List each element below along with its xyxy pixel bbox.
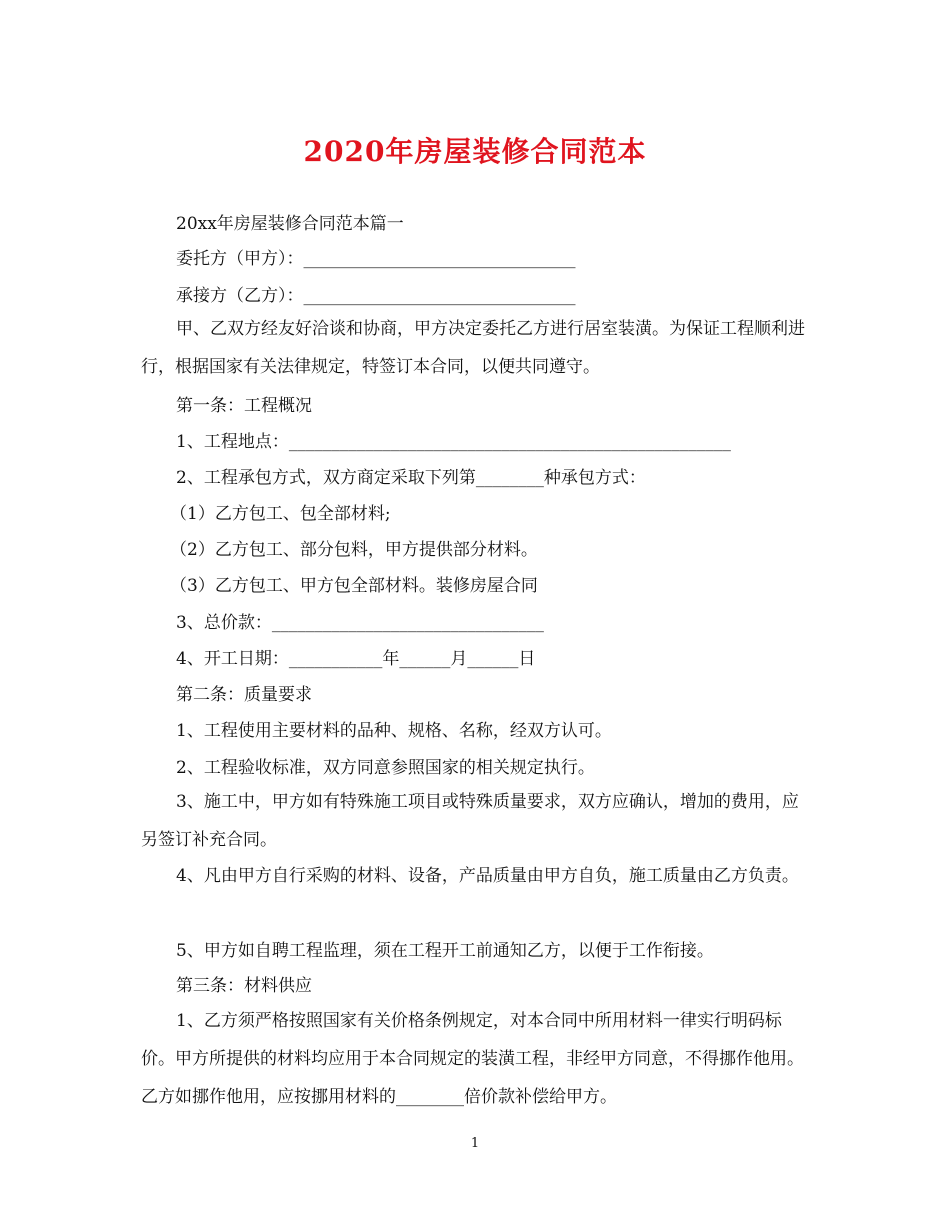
option-3: （3）乙方包工、甲方包全部材料。装修房屋合同 <box>170 576 538 596</box>
article-2-heading: 第二条：质量要求 <box>176 685 312 705</box>
clause-2-4: 4、凡由甲方自行采购的材料、设备，产品质量由甲方自负，施工质量由乙方负责。 <box>176 866 799 886</box>
clause-2-2: 2、工程验收标准，双方同意参照国家的相关规定执行。 <box>176 758 595 778</box>
section-heading: 20xx年房屋装修合同范本篇一 <box>176 214 404 234</box>
clause-1-3: 3、总价款：________________________________ <box>176 613 544 633</box>
option-2: （2）乙方包工、部分包料，甲方提供部分材料。 <box>170 540 538 560</box>
article-3-heading: 第三条：材料供应 <box>176 976 312 996</box>
clause-2-1: 1、工程使用主要材料的品种、规格、名称，经双方认可。 <box>176 721 612 741</box>
party-a-line: 委托方（甲方）：________________________________ <box>176 249 576 269</box>
document-title: 2020年房屋装修合同范本 <box>303 135 647 168</box>
clause-1-4: 4、开工日期：___________年______月______日 <box>176 649 536 669</box>
intro-paragraph: 甲、乙双方经友好洽谈和协商，甲方决定委托乙方进行居室装潢。为保证工程顺利进行，根据国家有关法律规定，特签订本合同，以便共同遵守。 <box>141 319 805 377</box>
clause-2-5: 5、甲方如自聘工程监理，须在工程开工前通知乙方，以便于工作衔接。 <box>176 941 714 961</box>
party-b-line: 承接方（乙方）：________________________________ <box>176 286 576 306</box>
clause-3-1: 1、乙方须严格按照国家有关价格条例规定，对本合同中所用材料一律实行明码标价。甲方所提供的材料均应用于本合同规定的装潢工程，非经甲方同意，不得挪作他用。乙方如挪作他用，应按挪用材料的________倍价款补偿给甲方。 <box>141 1011 804 1107</box>
page-number: 1 <box>470 1136 480 1151</box>
clause-2-3: 3、施工中，甲方如有特殊施工项目或特殊质量要求，双方应确认，增加的费用，应另签订补充合同。 <box>141 792 799 850</box>
option-1: （1）乙方包工、包全部材料; <box>170 504 391 524</box>
article-1-heading: 第一条：工程概况 <box>176 396 312 416</box>
clause-1-2: 2、工程承包方式，双方商定采取下列第________种承包方式： <box>176 468 646 488</box>
clause-1-1: 1、工程地点：____________________________________________________ <box>176 432 731 452</box>
